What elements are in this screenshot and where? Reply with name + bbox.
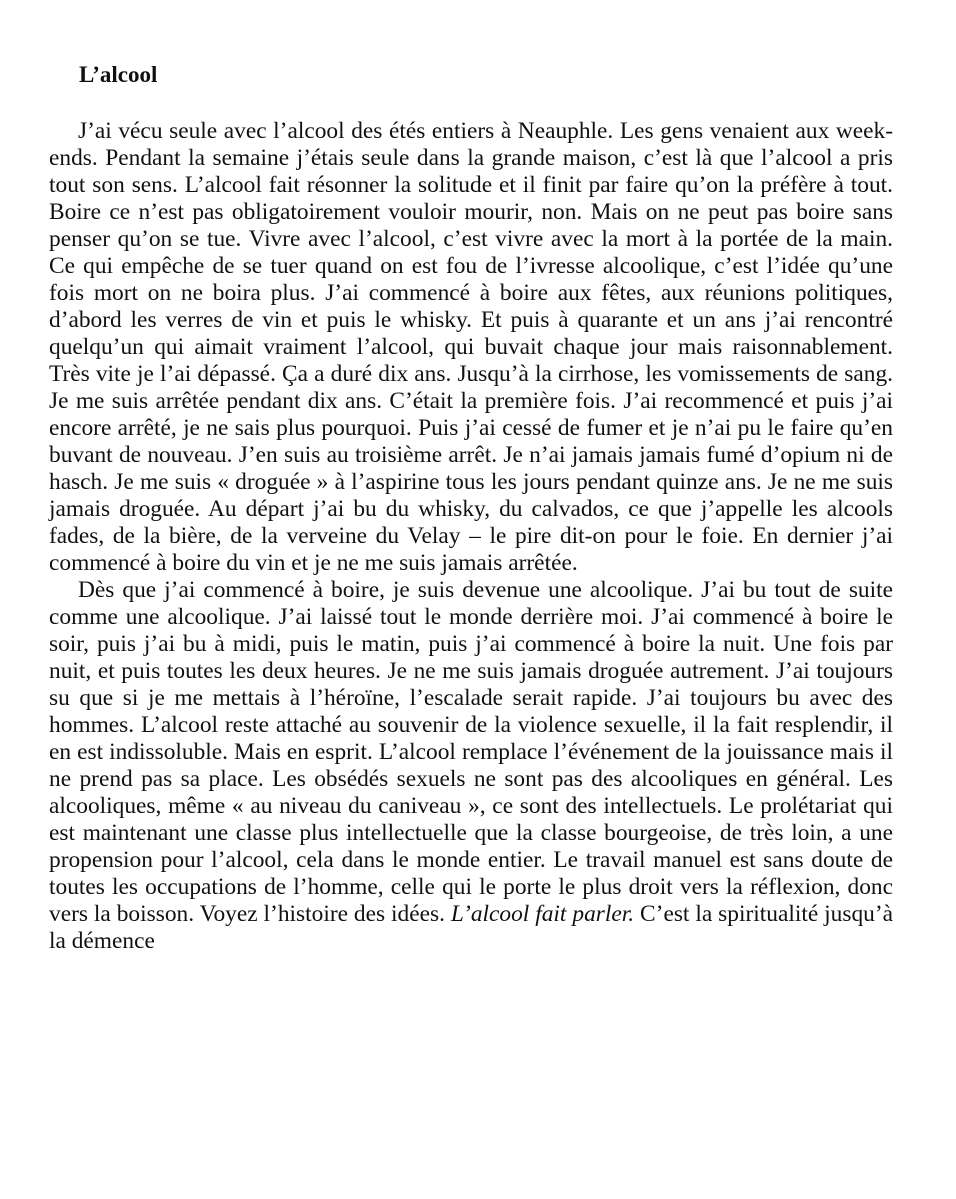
chapter-title: L’alcool — [79, 62, 158, 87]
paragraph-2-text-end: C’est la spiritualité jusqu’à la démence — [49, 901, 894, 954]
paragraph-2-italic-phrase: L’alcool fait parler. — [450, 901, 635, 927]
chapter-body — [49, 118, 893, 955]
paragraph-2-text-start: Dès que j’ai commencé à boire, je suis devenue une alcoolique. J’ai bu tout de suite comme une alcoolique. J’ai laissé tout le monde derrière moi. J’ai commencé à boire le soir, puis j’ai bu à midi, puis le matin, puis j’ai commencé à boire la nuit. Une fois par nuit, et puis toutes les deux heures. Je ne me suis jamais droguée autrement. J’ai toujours su que si je me mettais à l’héroïne, l’escalade serait rapide. J’ai toujours bu avec des hommes. L’alcool reste attaché au souvenir de la violence sexuelle, il la fait resplendir, il en est indissoluble. Mais en esprit. L’alcool remplace l’événement de la jouissance mais il ne prend pas sa place. Les obsédés sexuels ne sont pas des alcooliques en général. Les alcooliques, même « au niveau du caniveau », ce sont des intellectuels. Le prolétariat qui est maintenant une classe plus intellectuelle que la classe bourgeoise, de très loin, a une propension pour l’alcool, cela dans le monde entier. Le travail manuel est sans doute de toutes les occupations de l’homme, celle qui le porte le plus droit vers la réflexion, donc vers la boisson. Voyez l’histoire des idées. — [49, 577, 893, 927]
paragraph-2 — [49, 577, 893, 955]
document-page — [49, 56, 893, 955]
paragraph-1: J’ai vécu seule avec l’alcool des étés entiers à Neauphle. Les gens venaient aux week-ends. Pendant la semaine j’étais seule dans la grande maison, c’est là que l’alcool a pris tout son sens. L’alcool fait résonner la solitude et il finit par faire qu’on la préfère à tout. Boire ce n’est pas obligatoirement vouloir mourir, non. Mais on ne peut pas boire sans penser qu’on se tue. Vivre avec l’alcool, c’est vivre avec la mort à la portée de la main. Ce qui empêche de se tuer quand on est fou de l’ivresse alcoolique, c’est l’idée qu’une fois mort on ne boira plus. J’ai commencé à boire aux fêtes, aux réunions politiques, d’abord les verres de vin et puis le whisky. Et puis à quarante et un ans j’ai rencontré quelqu’un qui aimait vraiment l’alcool, qui buvait chaque jour mais raisonnablement. Très vite je l’ai dépassé. Ça a duré dix ans. Jusqu’à la cirrhose, les vomissements de sang. Je me suis arrêtée pendant dix ans. C’était la première fois. J’ai recommencé et puis j’ai encore arrêté, je ne sais plus pourquoi. Puis j’ai cessé de fumer et je n’ai pu le faire qu’en buvant de nouveau. J’en suis au troisième arrêt. Je n’ai jamais jamais fumé d’opium ni de hasch. Je me suis « droguée » à l’aspirine tous les jours pendant quinze ans. Je ne me suis jamais droguée. Au départ j’ai bu du whisky, du calvados, ce que j’appelle les alcools fades, de la bière, de la verveine du Velay – le pire dit-on pour le foie. En dernier j’ai commencé à boire du vin et je ne me suis jamais arrêtée. — [49, 118, 893, 576]
